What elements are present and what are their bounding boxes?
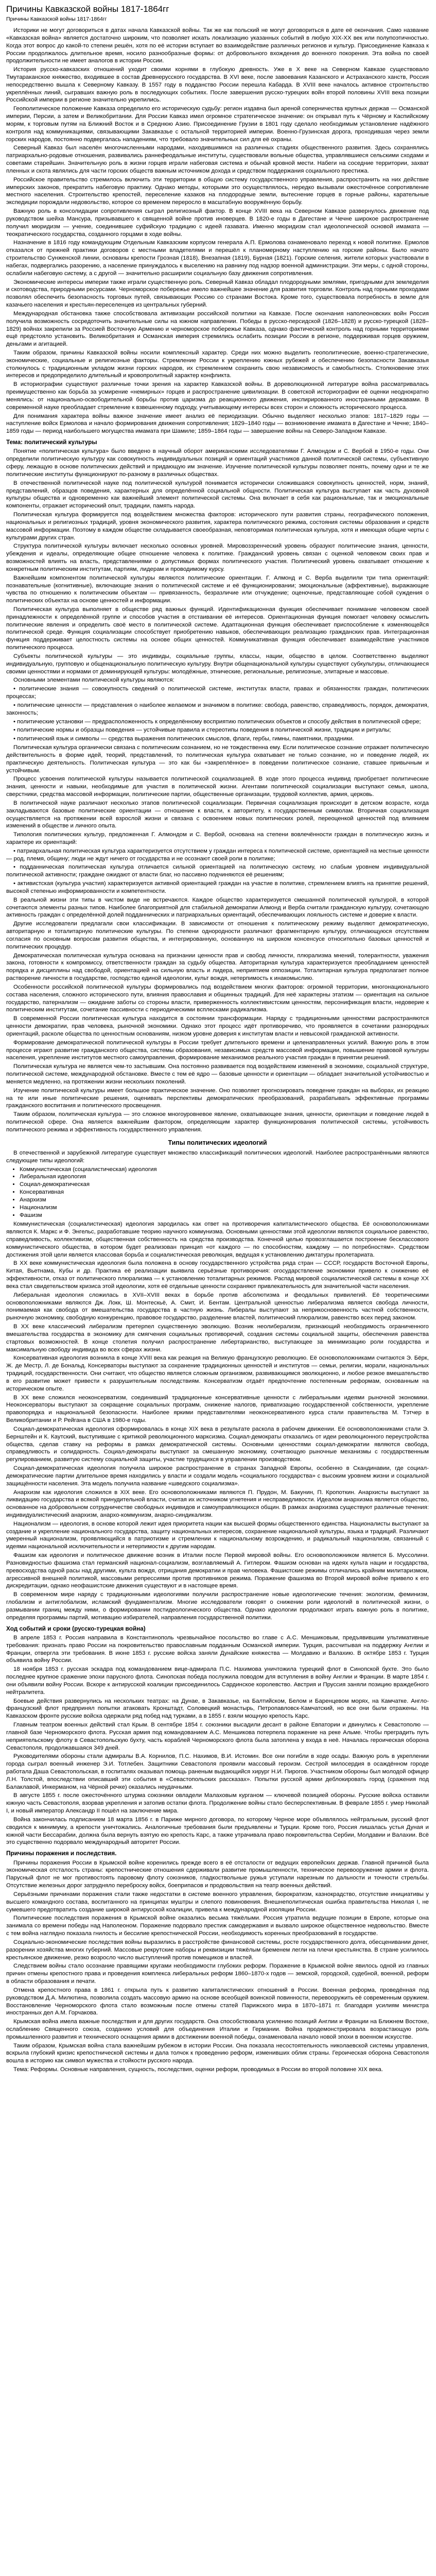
paragraph: • патриархальная политическая культура характеризуется отсутствием у граждан интереса к политической системе, ориентацией на местные ценности — род, племя, общину; люди не ждут ничего от государства и не осознают своей роли в политике; <box>6 848 429 862</box>
page-subtitle: Причины Кавказской войны 1817-1864гг <box>6 16 107 23</box>
paragraph: Социал-демократическая идеология получила широкое распространение в странах Западной Европы, особенно в Скандинавии, где социал-демократические партии длительное время находились у власти и создали модель «социального государства» с высоким уровнем жизни и социальной защищённости населения. Эта модель получила название «шведского социализма». <box>6 1465 429 1487</box>
paragraph: Международная обстановка также способствовала активизации российской политики на Кавказе. После окончания наполеоновских войн Россия получила возможность сосредоточить значительные силы на южном направлении. Победы в русско-персидской (1826–1828) и русско-турецкой (1828–1829) войнах закрепили за Россией Восточную Армению и черноморское побережье Кавказа, однако фактический контроль над горными территориями ещё предстояло установить. Великобритания и Османская империя стремились ослабить позиции России в регионе, поддерживая горцев оружием, деньгами и агитацией. <box>6 310 429 348</box>
paragraph: В августе 1855 г. после ожесточённого штурма союзники овладели Малаховым курганом — ключевой позицией обороны. Русские войска оставили южную часть Севастополя, взорвав укрепления и затопив остатки флота. Продолжение войны стало бесперспективным. В феврале 1855 г. умер Николай I, и новый император Александр II пошёл на заключение мира. <box>6 1792 429 1815</box>
paragraph: • политические знания — совокупность сведений о политической системе, институтах власти, правах и обязанностях граждан, политических процессах; <box>6 686 429 700</box>
paragraph: Политическая культура органически связана с политическим сознанием, но не тождественна ему. Если политическое сознание отражает политическую действительность в форме идей, теорий, представлений, то политическая культура охватывает не только сознание, но и поведение людей, их практическую деятельность. Политическая культура — это как бы «закреплённое» в поведении политическое сознание, ставшее привычным и устойчивым. <box>6 744 429 774</box>
paragraph: Геополитическое положение Кавказа определило его историческую судьбу: регион издавна был ареной соперничества крупных держав — Османской империи, Персии, а затем и Великобритании. Для России Кавказ имел огромное стратегическое значение: он открывал путь к Чёрному и Каспийскому морям, к торговым путям на Ближний Восток и в Среднюю Азию. Присоединение Грузии в 1801 году сделало необходимым установление надёжного контроля над коммуникациями, связывающими Закавказье с остальной территорией империи. Военно-Грузинская дорога, проходившая через земли горских народов, постоянно подвергалась нападениям, что требовало значительных сил для её охраны. <box>6 106 429 143</box>
list-item: • Коммунистическая (социалистическая) идеология <box>20 1166 429 1174</box>
paragraph: Политические последствия поражения в Крымской войне оказались весьма тяжёлыми. Россия утратила ведущие позиции в Европе, которые она занимала со времени победы над Наполеоном. Поражение подорвало престиж самодержавия и вызвало широкое общественное недовольство. Вместе с тем война наглядно показала гнилость и бессилие крепостнической России, необходимость коренных преобразований в государстве. <box>6 1915 429 1937</box>
paragraph: Таким образом, политическая культура — это сложное многоуровневое явление, охватывающее знания, ценности, ориентации и поведение людей в политической сфере. Она является важнейшим фактором, определяющим характер функционирования политической системы, устойчивость политического режима и эффективность государственного управления. <box>6 1111 429 1133</box>
paragraph: Война закончилась подписанием 18 марта 1856 г. в Париже мирного договора, по которому Черное море объявлялось нейтральным, русский флот сводился к минимуму, а крепости уничтожались. Аналогичные требования были предъявлены и Турции. Кроме того, Россия лишалась устья Дуная и южной части Бессарабии, должна была вернуть взятую ею крепость Карс, а также утрачивала право покровительства Сербии, Молдавии и Валахии. Всё это существенно подорвало международный авторитет России. <box>6 1816 429 1846</box>
paragraph: В апреле 1853 г. Россия направила в Константинополь чрезвычайное посольство во главе с А.С. Меншиковым, предъявившим ультимативные требования: признать право России на покровительство православным подданным Османской империи. Турция, рассчитывая на поддержку Англии и Франции, отвергла эти требования. В июне 1853 г. русские войска заняли Дунайские княжества — Молдавию и Валахию. В октябре 1853 г. Турция объявила войну России. <box>6 1634 429 1664</box>
paragraph: В современном мире наряду с традиционными идеологиями получили распространение новые идеологические течения: экологизм, феминизм, глобализм и антиглобализм, исламский фундаментализм. Многие исследователи говорят о снижении роли идеологий в политической жизни, о размывании границ между ними, о формировании постидеологического общества. Однако идеологии продолжают играть важную роль в политике, определяя программы партий, мотивацию избирателей, направления государственной политики. <box>6 1591 429 1621</box>
paragraph: Главным театром военных действий стал Крым. В сентябре 1854 г. союзники высадили десант в районе Евпатории и двинулись к Севастополю — главной базе Черноморского флота. Русская армия под командованием А.С. Меншикова потерпела поражение на реке Альме. Чтобы преградить путь неприятельскому флоту в Севастопольскую бухту, часть кораблей Черноморского флота была затоплена у входа в неё. Началась героическая оборона Севастополя, продолжавшаяся 349 дней. <box>6 1722 429 1751</box>
paragraph: Консервативная идеология возникла в конце XVIII века как реакция на Великую французскую революцию. Её основоположниками считаются Э. Бёрк, Ж. де Местр, Л. де Бональд. Консерваторы выступают за сохранение традиционных ценностей и институтов — семьи, религии, морали, национальных традиций, государственности. Они считают, что общество является сложным организмом, развивающимся эволюционно, и любое резкое вмешательство в его развитие может привести к разрушительным последствиям. Консерватизм отдаёт предпочтение постепенным реформам, основанным на историческом опыте. <box>6 1355 429 1392</box>
paragraph: Отмена крепостного права в 1861 г. открыла путь к развитию капиталистических отношений в России. Военная реформа, проведённая под руководством Д.А. Милютина, позволила создать массовую армию на основе всеобщей воинской повинности, перевооружить её современным оружием. Восстановление Черноморского флота стало возможным после отмены статей Парижского мира в 1870–1871 гг. благодаря усилиям министра иностранных дел А.М. Горчакова. <box>6 1987 429 2016</box>
paragraph: Демократическая политическая культура основана на признании ценности прав и свобод личности, плюрализма мнений, толерантности, уважения закона, готовности к компромиссу, ответственности граждан за судьбу общества. Авторитарная культура характеризуется преобладанием ценностей порядка и дисциплины над свободой, ориентацией на сильную власть и лидера, неприятием оппозиции. Тоталитарная культура предполагает полное растворение личности в государстве, господство единой идеологии, культ вождя, нетерпимость к инакомыслию. <box>6 952 429 982</box>
paragraph: Структура политической культуры включает несколько основных уровней. Мировоззренческий уровень образуют политические знания, ценности, убеждения и идеалы, определяющие общее отношение человека к политике. Гражданский уровень связан с оценкой человеком своих прав и возможностей влиять на власть, представлениями о допустимых формах политического участия. Политический уровень охватывает отношение к конкретным политическим институтам, партиям, лидерам и проводимому курсу. <box>6 543 429 572</box>
paragraph: Фашизм как идеология и политическое движение возник в Италии после Первой мировой войны. Его основоположником является Б. Муссолини. Разновидностью фашизма стал германский национал-социализм, возглавляемый А. Гитлером. Фашизм основан на идеях культа нации и государства, превосходства одной расы над другими, культа вождя, отрицания демократии и прав человека. Фашистские режимы отличались крайним милитаризмом, агрессивной внешней политикой, массовыми репрессиями против противников режима. Поражение фашизма во Второй мировой войне привело к его дискредитации, однако неофашистские движения существуют и в настоящее время. <box>6 1552 429 1589</box>
paragraph: Национализм — идеология, в основе которой лежит идея приоритета нации как высшей формы общественного единства. Националисты выступают за создание и укрепление национального государства, защиту национальных интересов, сохранение национальной культуры, языка и традиций. Различают умеренный национализм, проявляющийся в патриотизме и стремлении к национальному возрождению, и радикальный национализм, связанный с идеями национальной исключительности и нетерпимости к другим народам. <box>6 1520 429 1550</box>
paragraph: • подданническая политическая культура отличается сильной ориентацией на политическую систему, но слабым уровнем индивидуальной политической активности; граждане ожидают от власти благ, но пассивно подчиняются её решениям; <box>6 864 429 878</box>
paragraph: 18 ноября 1853 г. русская эскадра под командованием вице-адмирала П.С. Нахимова уничтожила турецкий флот в Синопской бухте. Это было последнее крупное сражение эпохи парусного флота. Синопская победа послужила поводом для вступления в войну Англии и Франции. В марте 1854 г. они объявили войну России. Вскоре к антирусской коалиции присоединилось Сардинское королевство. Австрия и Пруссия заняли позицию враждебного нейтралитета. <box>6 1666 429 1696</box>
paragraph: • политические установки — предрасположенность к определённому восприятию политических объектов и способу действия в политической сфере; <box>13 718 421 725</box>
paragraph: В реальной жизни эти типы в чистом виде не встречаются. Каждое общество характеризуется смешанной политической культурой, в которой сочетаются элементы разных типов. Наиболее благоприятной для стабильной демократии Алмонд и Верба считали гражданскую культуру, сочетающую активность граждан с определённой долей подданнических и патриархальных ориентаций, обеспечивающих лояльность системе и доверие к власти. <box>6 896 429 919</box>
paragraph: В XX веке сложился неоконсерватизм, соединивший традиционные консервативные ценности с либеральными идеями рыночной экономики. Неоконсерваторы выступают за сокращение социальных программ, снижение налогов, приватизацию государственной собственности, укрепление правопорядка и национальной безопасности. Наиболее яркими представителями неоконсервативного курса стали правительства М. Тэтчер в Великобритании и Р. Рейгана в США в 1980-е годы. <box>6 1394 429 1424</box>
paragraph: • политический язык и символы — средства выражения политических смыслов, флаги, гербы, гимны, памятники, праздники. <box>13 736 354 742</box>
list-item: • Социал-демократическая <box>20 1181 429 1189</box>
section-heading: Ход событий и сроки (русско-турецкая война) <box>6 1624 146 1632</box>
paragraph: Типология политических культур, предложенная Г. Алмондом и С. Вербой, основана на степени вовлечённости граждан в политическую жизнь и характере их ориентаций: <box>6 832 429 845</box>
paragraph: Особенности российской политической культуры формировались под воздействием многих факторов: огромной территории, многонационального состава населения, сложного исторического пути, влияния православия и общинных традиций. Для неё характерны этатизм — ориентация на сильное государство, патернализм — ожидание заботы со стороны власти, приверженность коллективистским ценностям, персонификация власти, недоверие к политическим институтам, сочетание пассивности с периодическими всплесками радикализма. <box>6 984 429 1013</box>
paragraph: Северный Кавказ был населён многочисленными народами, находившимися на различных стадиях общественного развития. Здесь сохранялись патриархально-родовые отношения, развивались раннефеодальные институты, существовали вольные общества, управлявшиеся сельскими сходами и советами старейшин. Значительную роль в жизни горцев играли набеговая система и обычай кровной мести. Набеги на соседние территории, захват пленных и скота являлись для части горских обществ важным источником дохода и средством поддержания социального престижа. <box>6 145 429 174</box>
paragraph: Для понимания характера войны важное значение имеет анализ её периодизации. Обычно выделяют несколько этапов: 1817–1829 годы — наступление войск Ермолова и начало формирования движения сопротивления; 1829–1840 годы — возникновение имамата в Дагестане и Чечне; 1840–1859 годы — период наибольшего могущества имамата при Шамиле; 1859–1864 годы — завершение войны на Северо-Западном Кавказе. <box>6 413 429 435</box>
paragraph: Российское правительство стремилось включить эти территории в общую систему государственного управления, распространить на них действие имперских законов, прекратить набеговую практику. Однако методы, которыми это осуществлялось, нередко вызывали ожесточённое сопротивление местного населения. Строительство крепостей, переселение казаков на плодородные земли, вытеснение горцев в горные районы, карательные экспедиции порождали недовольство, которое со временем переросло в масштабную вооружённую борьбу. <box>6 176 429 206</box>
paragraph: Руководителями обороны стали адмиралы В.А. Корнилов, П.С. Нахимов, В.И. Истомин. Все они погибли в ходе осады. Важную роль в укреплении города сыграл военный инженер Э.И. Тотлебен. Защитники Севастополя проявили массовый героизм. Сестрой милосердия в осаждённом городе работала Даша Севастопольская, в госпиталях оказывал помощь раненым выдающийся хирург Н.И. Пирогов. Участником обороны был молодой офицер Л.Н. Толстой, впоследствии описавший эти события в «Севастопольских рассказах». Попытки русской армии деблокировать город (сражения под Балаклавой, Инкерманом, на Чёрной речке) оказались неудачными. <box>6 1753 429 1790</box>
paragraph: Боевые действия развернулись на нескольких театрах: на Дунае, в Закавказье, на Балтийском, Белом и Баренцевом морях, на Камчатке. Англо-французский флот предпринял попытки атаковать Кронштадт, Соловецкий монастырь, Петропавловск-Камчатский, но все они были отражены. На Кавказском фронте русские войска одержали ряд побед над турками, а в 1855 г. взяли мощную крепость Карс. <box>6 1698 429 1720</box>
paragraph: Таким образом, причины Кавказской войны носили комплексный характер. Среди них можно выделить геополитические, военно-стратегические, экономические, социальные и религиозные факторы. Стремление России к укреплению южных рубежей и обеспечению безопасности Закавказья столкнулось с традиционным укладом жизни горских народов, их стремлением сохранить свою независимость и самобытность. Столкновение этих интересов и предопределило длительный и кровопролитный характер конфликта. <box>6 349 429 379</box>
paragraph: В XX веке коммунистическая идеология была положена в основу государственного устройства ряда стран — СССР, государств Восточной Европы, Китая, Вьетнама, Кубы и др. Практика её реализации выявила серьёзные противоречия: огосударствление экономики привело к снижению её эффективности, отказ от политического плюрализма — к установлению тоталитарных режимов. Распад мировой социалистической системы в конце XX века стал свидетельством кризиса этой идеологии, хотя её отдельные ценности сохраняют привлекательность для значительной части населения. <box>6 1260 429 1290</box>
paragraph: Важную роль в консолидации сопротивления сыграл религиозный фактор. В конце XVIII века на Северном Кавказе развернулось движение под руководством шейха Мансура, призывавшего к священной войне против иноверцев. В 1820-е годы в Дагестане и Чечне широкое распространение получил мюридизм — учение, соединившее суфийскую традицию с идеей газавата. Именно мюридизм стал идеологической основой имамата — теократического государства, созданного горцами в ходе войны. <box>6 208 429 238</box>
paragraph: Историки не могут договориться в датах начала Кавказской войны. Так же как польский не могут договориться в дате её окончания. Само название «Кавказская война» является достаточно широким, что позволяет искать локализацию указанных событий в любую ХIХ-ХХ век или полупоэтичностью. Когда этот вопрос до какой-то степени решён, хотя по её истории вступает во взаимодействие различных регионов и культур. Присоединение Кавказа к России продолжалось длительное время, носило разнообразные формы: от добровольного вхождения до военного покорения. Эта война по своей продолжительности не имеет аналогов в истории России. <box>6 27 429 64</box>
paragraph: Социал-демократическая идеология сформировалась в конце XIX века в результате раскола в рабочем движении. Её основоположниками стали Э. Бернштейн и К. Каутский, выступившие с критикой революционного марксизма. Социал-демократы отказались от идеи революционного переустройства общества, сделав ставку на реформы в рамках демократической системы. Основными ценностями социал-демократии являются свобода, справедливость и солидарность. Социал-демократы выступают за смешанную экономику, сочетающую рыночные механизмы с государственным регулированием, развитую систему социальной защиты, участие трудящихся в управлении производством. <box>6 1426 429 1463</box>
paragraph: В историографии существуют различные точки зрения на характер Кавказской войны. В дореволюционной литературе война рассматривалась преимущественно как борьба за усмирение «немирных» горцев и распространение цивилизации. В советской историографии её оценки неоднократно менялись: от национально-освободительной борьбы против царизма до реакционного движения, инспирированного иностранными державами. В современной науке преобладает стремление к взвешенному подходу, учитывающему интересы всех сторон и сложность исторического процесса. <box>6 381 429 411</box>
paragraph: Таким образом, Крымская война стала важнейшим рубежом в истории России. Она показала несостоятельность николаевской системы управления, вскрыла глубокий кризис крепостнической системы и дала толчок к проведению реформ, изменивших облик страны. Героическая оборона Севастополя вошла в историю как символ мужества и стойкости русского народа. <box>6 2042 429 2064</box>
list-item: • Фашизм <box>20 1212 429 1219</box>
paragraph: В XX веке классический либерализм претерпел существенную эволюцию. Возник неолиберализм, признающий необходимость ограниченного вмешательства государства в экономику для смягчения социальных противоречий, создания системы социальной защиты, обеспечения равенства стартовых возможностей. В конце столетия получил распространение либертарианство, выступающее за минимизацию роли государства и максимальную свободу индивида во всех сферах жизни. <box>6 1324 429 1353</box>
paragraph: Экономические интересы империи также играли существенную роль. Северный Кавказ обладал плодородными землями, пригодными для земледелия и скотоводства, природными ресурсами. Черноморское побережье имело важнейшее значение для развития торговли. Контроль над горными проходами позволял обеспечить безопасность торговых путей, связывающих Россию со странами Востока. Кроме того, существовала потребность в земле для казачьего населения и крестьян-переселенцев из центральных губерний. <box>6 279 429 309</box>
paragraph: Тема: Реформы. Основные направления, сущность, последствия, оценки реформ, проводимых в России во второй половине XIX века. <box>13 2066 383 2073</box>
section-heading: Типы политических идеологий <box>168 1139 267 1146</box>
paragraph: Серьёзными причинами поражения стали также недостатки в системе военного управления, бюрократизм, казнокрадство, отсутствие инициативы у высшего командного состава, воспитанного на принципах муштры и слепого повиновения. Внешнеполитическая ошибка правительства Николая I, не сумевшего предотвратить создание широкой антирусской коалиции, привела к международной изоляции России. <box>6 1891 429 1913</box>
paragraph: Причины поражения России в Крымской войне коренились прежде всего в её отсталости от ведущих европейских держав. Главной причиной была экономическая отсталость страны: крепостнические отношения сдерживали развитие промышленности, техническое перевооружение армии и флота. Парусный флот не мог противостоять паровому флоту союзников, гладкоствольные ружья уступали нарезным по дальности и точности стрельбы. Отсутствие железных дорог затрудняло переброску войск, боеприпасов и продовольствия на театр военных действий. <box>6 1859 429 1889</box>
paragraph: Важнейшим компонентом политической культуры являются политические ориентации. Г. Алмонд и С. Верба выделили три типа ориентаций: познавательные (когнитивные), включающие знания о политической системе и её функционировании; эмоциональные (аффективные), выражающие чувства по отношению к политическим объектам — привязанность, безразличие или отчуждение; оценочные, представляющие собой суждения о политических объектах на основе ценностей и информации. <box>6 574 429 604</box>
paragraph: Другие исследователи предлагали свои классификации. В зависимости от отношения к политическому режиму выделяют демократическую, авторитарную и тоталитарную политические культуры. По степени однородности различают фрагментарную культуру, отличающуюся отсутствием согласия по основным вопросам развития общества, и интегрированную, основанную на широком консенсусе относительно базовых ценностей и политических процедур. <box>6 921 429 950</box>
paragraph: В отечественной и зарубежной литературе существует множество классификаций политических идеологий. Наиболее распространёнными являются следующие типы идеологий: <box>6 1149 429 1164</box>
paragraph: В отечественной политической науке под политической культурой понимается исторически сложившаяся совокупность ценностей, норм, знаний, представлений, образцов поведения, характерных для определённой социальной общности. Политическая культура выступает как часть духовной культуры общества и одновременно как важнейший элемент политической системы. Она включает в себя как рациональные, так и эмоциональные компоненты, отражает исторический опыт, традиции, память народа. <box>6 480 429 510</box>
page-title: Причины Кавказской войны 1817-1864гг <box>6 4 169 14</box>
list-item: • Анархизм <box>20 1196 429 1204</box>
paragraph: В политической науке различают несколько этапов политической социализации. Первичная социализация происходит в детском возрасте, когда закладываются базовые политические ориентации — отношение к власти, к авторитету, к государственным символам. Вторичная социализация осуществляется на протяжении всей взрослой жизни и связана с освоением новых политических ролей, переоценкой ценностей под влиянием изменений в обществе и личного опыта. <box>6 800 429 829</box>
paragraph: Формирование демократической политической культуры в России требует длительного времени и целенаправленных усилий. Важную роль в этом процессе играют развитие гражданского общества, системы образования, независимых средств массовой информации, повышение правовой культуры населения, укрепление институтов местного самоуправления, формирование механизмов реального участия граждан в принятии решений. <box>6 1039 429 1061</box>
bullet-list <box>6 1166 429 1219</box>
paragraph: Крымская война имела важные последствия и для других государств. Она способствовала усилению позиций Англии и Франции на Ближнем Востоке, ослаблению Священного союза, созданию условий для объединения Италии и Германии. Война продемонстрировала возрастающую роль промышленного развития и технического оснащения армии в достижении военной победы, ознаменовала начало новой эпохи в военном искусстве. <box>6 2019 429 2040</box>
paragraph: История русско-кавказских отношений уходит своими корнями в глубокую древность. Уже в X веке на Северном Кавказе существовало Тмутараканское княжество, входившее в состав Древнерусского государства. В XVI веке, после завоевания Казанского и Астраханского ханств, Россия непосредственно вышла к Северному Кавказу. В 1557 году в подданство России перешла Кабарда. В XVIII веке началось активное строительство укреплённых линий, сыгравших важную роль в последующих событиях. После завершения русско-турецких войн второй половины XVIII века позиции Российской империи в регионе значительно укрепились. <box>6 66 429 104</box>
paragraph: Изучение политической культуры имеет большое практическое значение. Оно позволяет прогнозировать поведение граждан на выборах, их реакцию на те или иные политические решения, оценивать перспективы демократических преобразований, разрабатывать эффективные программы гражданского воспитания и политического просвещения. <box>6 1087 429 1109</box>
section-heading: Тема: политический культуры <box>6 438 97 446</box>
paragraph: Социально-экономические последствия войны выразились в расстройстве финансовой системы, росте государственного долга, обесценивании денег, разорении хозяйства многих губерний. Массовые рекрутские наборы и реквизиции тяжёлым бременем легли на плечи крестьянства. В стране усилилось крестьянское движение, резко возросло число выступлений против помещиков и властей. <box>6 1939 429 1961</box>
list-item: • Национализм <box>20 1204 429 1212</box>
section-heading: Причины поражения и последствия. <box>6 1850 117 1857</box>
paragraph: Понятие «политическая культура» было введено в научный оборот американскими исследователями Г. Алмондом и С. Вербой в 1950-е годы. Они определили политическую культуру как совокупность индивидуальных позиций и ориентаций участников данной политической системы, субъективную сферу, лежащую в основе политических действий и придающую им значение. Изучение политической культуры позволяет понять, почему одни и те же политические институты функционируют по-разному в различных обществах. <box>6 448 429 478</box>
paragraph: Назначение в 1816 году командующим Отдельным Кавказским корпусом генерала А.П. Ермолова ознаменовало переход к новой политике. Ермолов отказался от прежней практики договоров с местными владетелями и перешёл к планомерному наступлению на горские районы. Было начато строительство Сунженской линии, основаны крепости Грозная (1818), Внезапная (1819), Бурная (1821). Горские селения, жители которых участвовали в набегах, подвергались разорению, а население принуждалось к выселению на равнину под надзор военной администрации. Эти меры, с одной стороны, ослабили набеговую систему, а с другой — значительно расширили социальную базу движения сопротивления. <box>6 240 429 277</box>
paragraph: В современной России политическая культура находится в состоянии трансформации. Наряду с традиционными ценностями распространяются ценности демократии, прав человека, рыночной экономики. Однако этот процесс идёт противоречиво, что проявляется в сочетании разнородных ориентаций, расколе общества по ценностным основаниям, низком уровне доверия к институтам власти и невысокой гражданской активности. <box>6 1015 429 1037</box>
paragraph: Следствием войны стало осознание правящими кругами необходимости глубоких реформ. Поражение в Крымской войне явилось одной из главных причин отмены крепостного права и проведения комплекса либеральных реформ 1860–1870-х годов — земской, городской, судебной, военной, реформ в области образования и печати. <box>6 1963 429 1985</box>
paragraph: • политические ценности — представления о наиболее желаемом и значимом в политике: свобода, равенство, справедливость, порядок, демократия, законность; <box>6 702 429 716</box>
paragraph: Политическая культура выполняет в обществе ряд важных функций. Идентификационная функция обеспечивает понимание человеком своей принадлежности к определённой группе и способов участия в отстаивании её интересов. Ориентационная функция помогает человеку осмыслить политические явления и определить своё место в политической системе. Адаптационная функция обеспечивает приспособление к изменяющейся политической среде. Функция социализации способствует приобретению навыков, обеспечивающих реализацию гражданских прав. Интеграционная функция поддерживает целостность системы на основе общих ценностей. Коммуникативная функция обеспечивает взаимодействие участников политического процесса. <box>6 606 429 651</box>
paragraph: • политические нормы и образцы поведения — устойчивые правила и стереотипы поведения в политической жизни, традиции и ритуалы; <box>13 727 391 734</box>
paragraph: Коммунистическая (социалистическая) идеология зародилась как ответ на противоречия капиталистического общества. Её основоположниками являются К. Маркс и Ф. Энгельс, разработавшие теорию научного коммунизма. Основными ценностями этой идеологии являются социальное равенство, справедливость, коллективизм, общественная собственность на средства производства. Конечной целью провозглашается построение бесклассового коммунистического общества, в котором будет реализован принцип «от каждого — по способностям, каждому — по потребностям». Средством достижения этой цели является классовая борьба и социалистическая революция, ведущая к установлению диктатуры пролетариата. <box>6 1221 429 1258</box>
paragraph: Субъекты политической культуры — это индивиды, социальные группы, классы, нации, общество в целом. Соответственно выделяют индивидуальную, групповую и общенациональную политическую культуру. Внутри общенациональной культуры существуют субкультуры, отличающиеся своими ценностями и нормами от доминирующей культуры: молодёжные, этнические, региональные, религиозные, элитарные и массовые. <box>6 653 429 675</box>
paragraph: Либеральная идеология сложилась в XVII–XVIII веках в борьбе против абсолютизма и феодальных привилегий. Её теоретическими основоположниками являются Дж. Локк, Ш. Монтескьё, А. Смит, И. Бентам. Центральной ценностью либерализма является свобода личности, понимаемая как свобода от вмешательства государства в частную жизнь. Либералы выступают за неприкосновенность частной собственности, рыночную экономику, свободную конкуренцию, правовое государство, разделение властей, политический плюрализм, равенство всех перед законом. <box>6 1292 429 1321</box>
paragraph: Анархизм как идеология сложился в XIX веке. Его основоположниками являются П. Прудон, М. Бакунин, П. Кропоткин. Анархисты выступают за ликвидацию государства и всякой принудительной власти, считая их источником угнетения и несправедливости. Идеалом анархизма является общество, основанное на добровольном сотрудничестве свободных индивидов и самоуправляющихся общин. В рамках анархизма существуют различные течения: индивидуалистический анархизм, анархо-коммунизм, анархо-синдикализм. <box>6 1489 429 1518</box>
paragraph: Процесс усвоения политической культуры называется политической социализацией. В ходе этого процесса индивид приобретает политические знания, ценности и навыки, необходимые для участия в политической жизни. Агентами политической социализации выступают семья, школа, сверстники, средства массовой информации, политические партии, общественные организации, трудовой коллектив, армия, церковь. <box>6 776 429 798</box>
paragraph: Политическая культура не является чем-то застывшим. Она постоянно развивается под воздействием изменений в экономике, социальной структуре, политической системе, международной обстановке. Вместе с тем её ядро — базовые ценности и ориентации — обладает значительной устойчивостью и меняется медленно, на протяжении жизни нескольких поколений. <box>6 1063 429 1085</box>
paragraph: Основными элементами политической культуры являются: <box>13 677 175 684</box>
paragraph: • активистская (культура участия) характеризуется активной ориентацией граждан на участие в политике, стремлением влиять на принятие решений, высокой степенью информированности и компетентности. <box>6 880 429 894</box>
list-item: • Либеральная идеология <box>20 1173 429 1181</box>
paragraph: Политическая культура формируется под воздействием множества факторов: исторического пути развития страны, географического положения, национальных и религиозных традиций, уровня экономического развития, характера политического режима, состояния системы образования и средств массовой информации. Поэтому в каждом обществе складывается своеобразная, неповторимая политическая культура, хотя и имеющая общие черты с культурами других стран. <box>6 512 429 541</box>
list-item: • Консервативная <box>20 1189 429 1196</box>
